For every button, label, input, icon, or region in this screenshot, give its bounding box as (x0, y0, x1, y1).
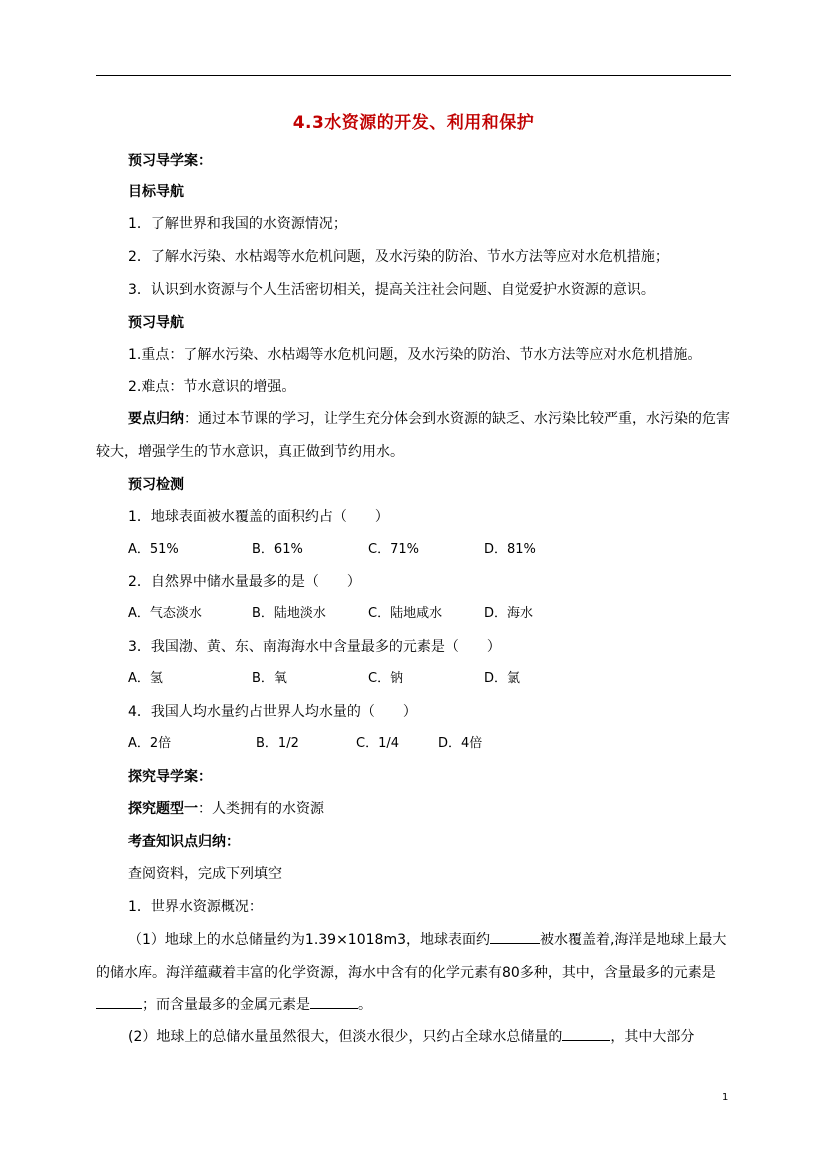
text-segment: ；而含量最多的金属元素是 (142, 997, 310, 1013)
nav-heading: 预习导航 (128, 315, 184, 331)
explore-heading: 探究导学案： (128, 769, 212, 785)
fill-blank (96, 994, 142, 1009)
option: D．81% (484, 542, 536, 557)
option: A．51% (128, 542, 179, 557)
question-stem: 4．我国人均水量约占世界人均水量的（ ） (128, 704, 417, 720)
intro-text: 查阅资料，完成下列填空 (128, 866, 282, 882)
page-number: 1 (722, 1092, 729, 1103)
option: B．陆地淡水 (252, 606, 326, 621)
fill-blank (562, 1026, 610, 1041)
option: B．1/2 (256, 736, 299, 751)
option: D．海水 (484, 606, 534, 621)
text-segment: ，其中大部分 (610, 1029, 695, 1045)
topic-line (128, 799, 324, 819)
check-heading: 预习检测 (128, 477, 184, 493)
goal-item: 2．了解水污染、水枯竭等水危机问题，及水污染的防治、节水方法等应对水危机措施； (128, 249, 669, 265)
option: D．氯 (484, 671, 521, 686)
paragraph-1 (96, 924, 732, 1022)
option: B．61% (252, 542, 303, 557)
topic-text: ：人类拥有的水资源 (198, 801, 324, 817)
preview-heading: 预习导学案： (128, 153, 212, 169)
question-stem: 3．我国渤、黄、东、南海海水中含量最多的元素是（ ） (128, 639, 501, 655)
nav-item: 2.难点：节水意识的增强。 (128, 379, 296, 395)
option: A．氢 (128, 671, 163, 686)
paragraph-2 (96, 1021, 732, 1054)
summary-text: ：通过本节课的学习，让学生充分体会到水资源的缺乏、水污染比较严重，水污染的危害较大，增强学生的节水意识，真正做到节约用水。 (96, 411, 730, 460)
knowledge-heading: 考查知识点归纳： (128, 834, 240, 850)
goals-heading: 目标导航 (128, 184, 184, 200)
goal-item: 3．认识到水资源与个人生活密切相关，提高关注社会问题、自觉爱护水资源的意识。 (128, 282, 655, 298)
summary-label: 要点归纳 (128, 411, 184, 427)
text-segment: (2）地球上的总储水量虽然很大，但淡水很少，只约占全球水总储量的 (128, 1029, 563, 1045)
nav-item: 1.重点：了解水污染、水枯竭等水危机问题，及水污染的防治、节水方法等应对水危机措施。 (128, 347, 702, 363)
fill-blank (490, 929, 540, 944)
option: C．钠 (368, 671, 404, 686)
question-stem: 2．自然界中储水量最多的是（ ） (128, 574, 361, 590)
text-segment: 被水覆盖着,海洋是地球上最大的储水库。海洋蕴藏着丰富的化学资源，海水中含有的化学元素有80多种，其中，含量最多的元素是 (96, 932, 727, 981)
text-segment: （1）地球上的水总储量约为1.39×1018m3，地球表面约 (128, 932, 490, 948)
summary-paragraph (96, 403, 732, 468)
header-rule (96, 75, 731, 76)
goal-item: 1．了解世界和我国的水资源情况； (128, 216, 347, 232)
option: C．1/4 (356, 736, 399, 751)
option: C．陆地咸水 (368, 606, 443, 621)
option: A．2倍 (128, 736, 172, 751)
text-segment: 。 (358, 997, 372, 1013)
option: A．气态淡水 (128, 606, 202, 621)
sub-heading: 1．世界水资源概况： (128, 899, 263, 915)
option: C．71% (368, 542, 419, 557)
fill-blank (310, 994, 358, 1009)
question-stem: 1．地球表面被水覆盖的面积约占（ ） (128, 509, 389, 525)
page-title: 4.3水资源的开发、利用和保护 (292, 113, 535, 133)
option: B．氧 (252, 671, 287, 686)
option: D．4倍 (438, 736, 483, 751)
topic-label: 探究题型一 (128, 801, 198, 817)
